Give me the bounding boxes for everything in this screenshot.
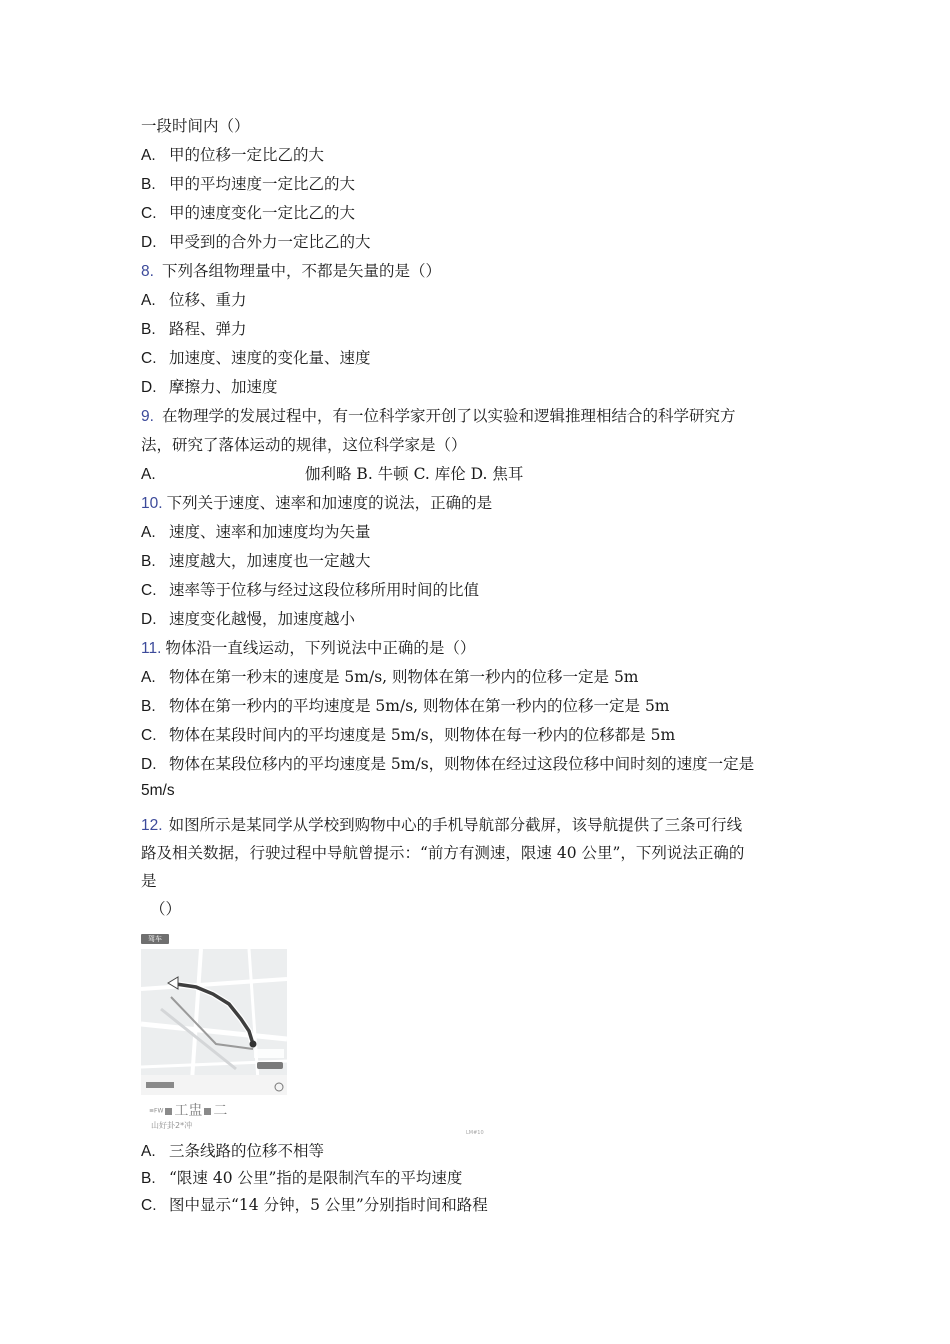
map-caption-line2: 山好卦2*冲 [151,1121,193,1130]
caption-square-icon [165,1108,172,1115]
q12-stem-line1: 12. 如图所示是某同学从学校到购物中心的手机导航部分截屏，该导航提供了三条可行线 [141,816,743,834]
q8-option-b: B. 路程、弹力 [141,320,247,338]
q9-stem-line2: 法，研究了落体运动的规律，这位科学家是（） [141,436,467,454]
q12-option-a: A. 三条线路的位移不相等 [141,1142,325,1160]
q10-stem: 10. 下列关于速度、速率和加速度的说法，正确的是 [141,494,493,512]
map-caption: ≡FW 工盅 二 [149,1103,228,1119]
q11-option-d-cont: 5m/s [141,782,175,799]
q8-option-a: A. 位移、重力 [141,291,247,309]
q10-option-a: A. 速度、速率和加速度均为矢量 [141,523,371,541]
car-mode-badge: 驾车 [141,934,169,944]
q10-number: 10. [141,495,163,512]
q12-option-c: C. 图中显示“14 分钟，5 公里”分别指时间和路程 [141,1196,488,1214]
q7-stem-tail: 一段时间内（） [141,117,250,135]
map-drawing [141,949,287,1095]
q12-number: 12. [141,817,163,834]
q12-stem-line2: 路及相关数据，行驶过程中导航曾提示：“前方有测速，限速 40 公里”，下列说法正确的 [141,844,745,862]
q11-option-a: A. 物体在第一秒末的速度是 5m/s, 则物体在第一秒内的位移一定是 5m [141,668,639,686]
q12-option-b: B. “限速 40 公里”指的是限制汽车的平均速度 [141,1169,463,1187]
q12-answer-paren: （） [150,900,182,918]
q11-option-c: C. 物体在某段时间内的平均速度是 5m/s，则物体在每一秒内的位移都是 5m [141,726,676,744]
q11-option-d: D. 物体在某段位移内的平均速度是 5m/s，则物体在经过这段位移中间时刻的速度一定是 [141,755,755,773]
q9-number: 9. [141,408,154,425]
q8-stem: 8. 下列各组物理量中，不都是矢量的是（） [141,262,441,280]
q12-stem-line3: 是 [141,872,157,890]
map-image [141,949,287,1095]
q8-option-c: C. 加速度、速度的变化量、速度 [141,349,371,367]
q11-option-b: B. 物体在第一秒内的平均速度是 5m/s, 则物体在第一秒内的位移一定是 5m [141,697,670,715]
q7-option-c: C. 甲的速度变化一定比乙的大 [141,204,356,222]
q10-option-d: D. 速度变化越慢，加速度越小 [141,610,356,628]
q7-option-d: D. 甲受到的合外力一定比乙的大 [141,233,371,251]
q8-option-d: D. 摩擦力、加速度 [141,378,278,396]
q8-number: 8. [141,263,154,280]
q10-option-b: B. 速度越大，加速度也一定越大 [141,552,371,570]
map-corner-mark: LM#10 [466,1130,484,1136]
q7-option-b: B. 甲的平均速度一定比乙的大 [141,175,356,193]
q10-option-c: C. 速率等于位移与经过这段位移所用时间的比值 [141,581,480,599]
q11-number: 11. [141,640,162,657]
navigation-map-figure [141,934,501,1139]
q7-option-a: A. 甲的位移一定比乙的大 [141,146,325,164]
q9-stem-line1: 9. 在物理学的发展过程中，有一位科学家开创了以实验和逻辑推理相结合的科学研究方 [141,407,736,425]
caption-square-icon [204,1108,211,1115]
q11-stem: 11. 物体沿一直线运动，下列说法中正确的是（） [141,639,476,657]
q9-options: A. 伽利略 B. 牛顿 C. 库伦 D. 焦耳 [141,465,524,483]
